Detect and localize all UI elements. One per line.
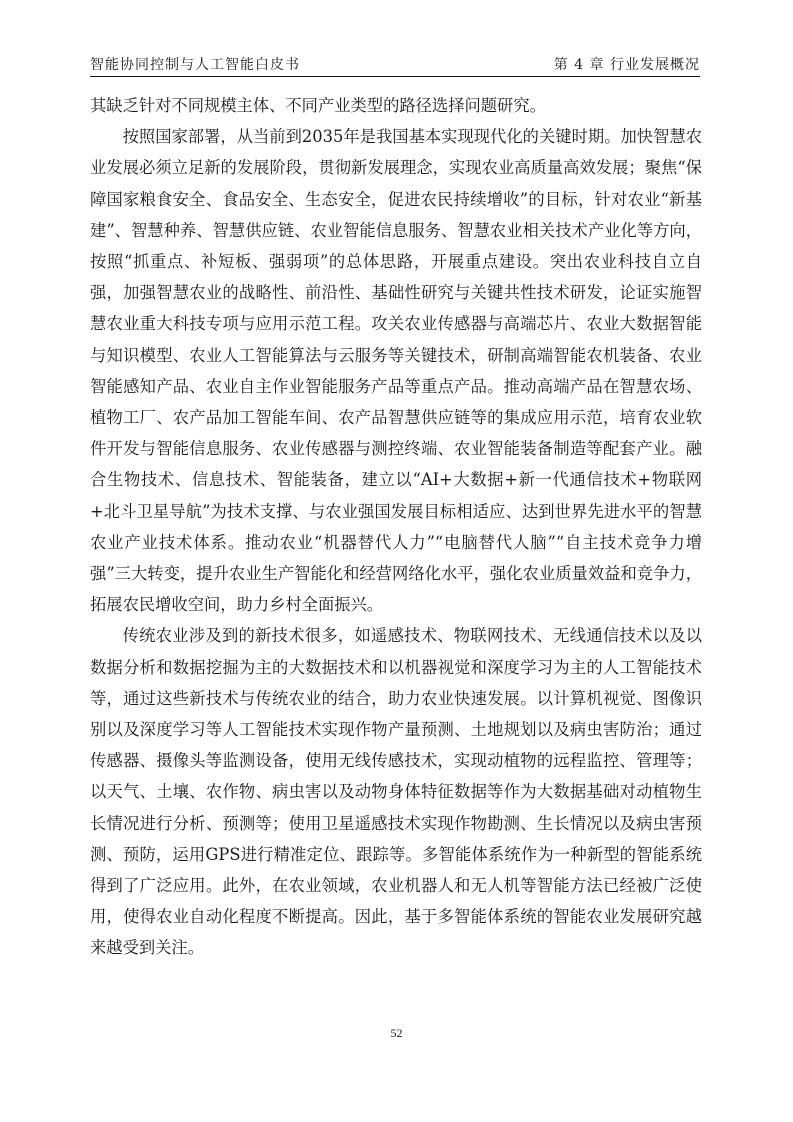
header-chapter-title: 第 4 章 行业发展概况 [553, 57, 700, 73]
paragraph-traditional-agriculture: 传统农业涉及到的新技术很多，如遥感技术、物联网技术、无线通信技术以及以数据分析和数据挖掘为主的大数据技术和以机器视觉和深度学习为主的人工智能技术等，通过这些新技术与传统农业的结合，助力农业快速发展。以计算机视觉、图像识别以及深度学习等人工智能技术实现作物产量预测、土地规划以及病虫害防治；通过传感器、摄像头等监测设备，使用无线传感技术，实现动植物的远程监控、管理等；以天气、土壤、农作物、病虫害以及动物身体特征数据等作为大数据基础对动植物生长情况进行分析、预测等；使用卫星遥感技术实现作物勘测、生长情况以及病虫害预测、预防，运用GPS进行精准定位、跟踪等。多智能体系统作为一种新型的智能系统得到了广泛应用。此外，在农业领域，农业机器人和无人机等智能方法已经被广泛使用，使得农业自动化程度不断提高。因此，基于多智能体系统的智能农业发展研究越来越受到关注。 [90, 626, 702, 958]
paragraph-national-plan: 按照国家部署，从当前到2035年是我国基本实现现代化的关键时期。加快智慧农业发展必须立足新的发展阶段，贯彻新发展理念，实现农业高质量高效发展；聚焦“保障国家粮食安全、食品安全、生态安全，促进农民持续增收”的目标，针对农业“新基建”、智慧种养、智慧供应链、农业智能信息服务、智慧农业相关技术产业化等方向，按照“抓重点、补短板、强弱项”的总体思路，开展重点建设。突出农业科技自立自强，加强智慧农业的战略性、前沿性、基础性研究与关键共性技术研发，论证实施智慧农业重大科技专项与应用示范工程。攻关农业传感器与高端芯片、农业大数据智能与知识模型、农业人工智能算法与云服务等关键技术，研制高端智能农机装备、农业智能感知产品、农业自主作业智能服务产品等重点产品。推动高端产品在智慧农场、植物工厂、农产品加工智能车间、农产品智慧供应链等的集成应用示范，培育农业软件开发与智能信息服务、农业传感器与测控终端、农业智能装备制造等配套产业。融合生物技术、信息技术、智能装备，建立以“AI+大数据+新一代通信技术+物联网+北斗卫星导航”为技术支撑、与农业强国发展目标相适应、达到世界先进水平的智慧农业产业技术体系。推动农业“机器替代人力”“电脑替代人脑”“自主技术竞争力增强”三大转变，提升农业生产智能化和经营网络化水平，强化农业质量效益和竞争力，拓展农民增收空间，助力乡村全面振兴。 [90, 127, 702, 615]
page-header [90, 55, 700, 77]
page-number: 52 [390, 1026, 403, 1040]
header-book-title: 智能协同控制与人工智能白皮书 [90, 57, 300, 73]
paragraph-continuation: 其缺乏针对不同规模主体、不同产业类型的路径选择问题研究。 [90, 96, 546, 115]
body-text [90, 90, 702, 964]
